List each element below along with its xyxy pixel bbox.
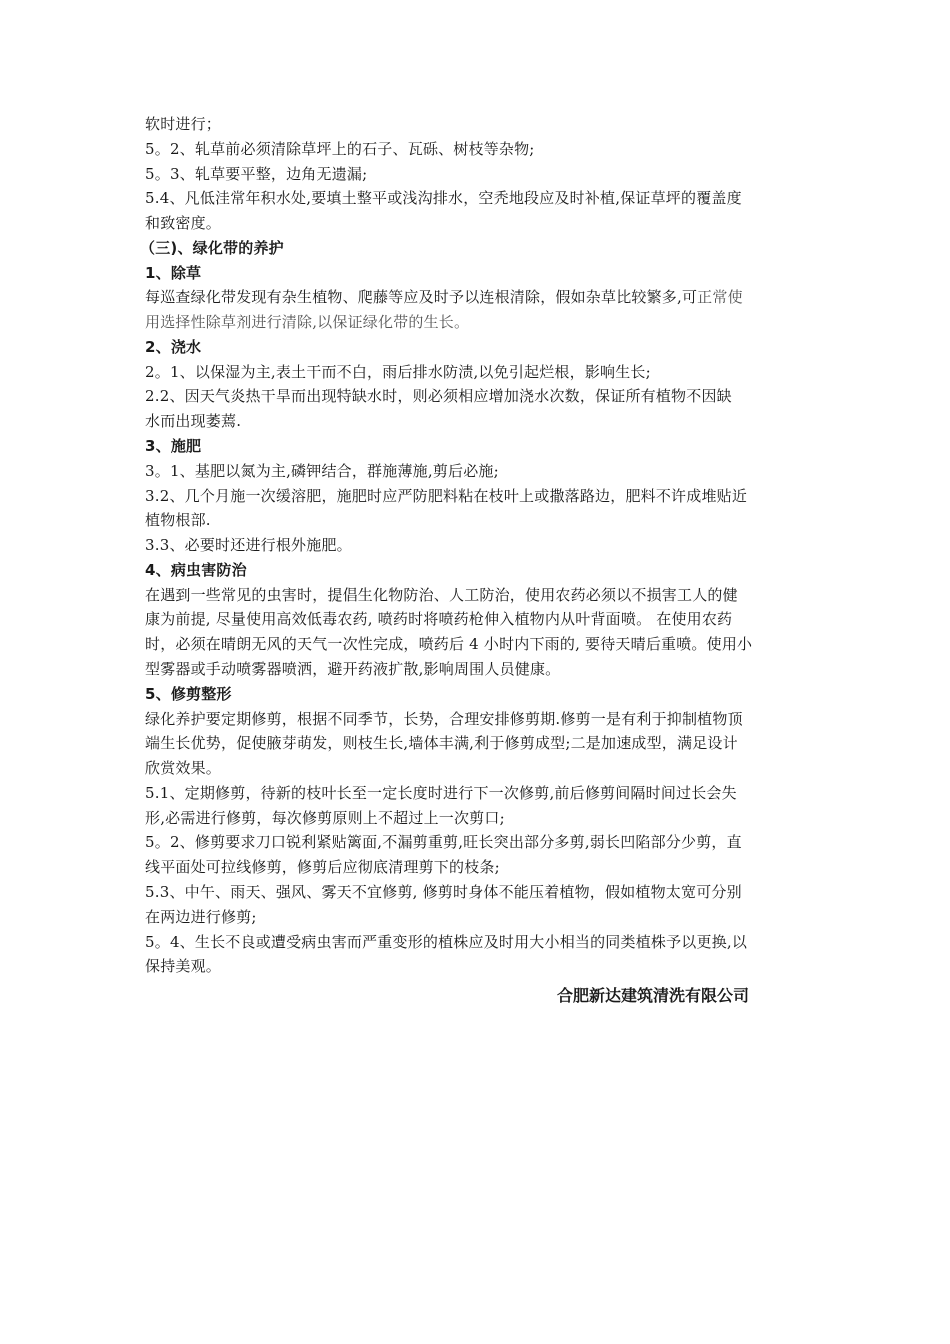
section-heading: （三)、绿化带的养护: [140, 239, 284, 257]
text-line: 5.1、定期修剪，待新的枝叶长至一定长度时进行下一次修剪,前后修剪间隔时间过长会失: [145, 784, 737, 802]
subsection-heading: 3、施肥: [145, 437, 202, 455]
text-line: 2。1、以保湿为主,表土干而不白，雨后排水防渍,以免引起烂根，影响生长;: [145, 363, 651, 381]
text-line: 用选择性除草剂进行清除,以保证绿化带的生长。: [145, 313, 470, 331]
text-line: 植物根部.: [145, 511, 211, 529]
text-line: 在遇到一些常见的虫害时，提倡生化物防治、人工防治，使用农药必须以不损害工人的健: [145, 586, 738, 604]
text-line: 3。1、基肥以氮为主,磷钾结合，群施薄施,剪后必施;: [145, 462, 499, 480]
text-line: 在两边进行修剪;: [145, 908, 257, 926]
subsection-heading: 2、浇水: [145, 338, 202, 356]
text-line: 软时进行；: [145, 115, 222, 133]
text-line: 型雾器或手动喷雾器喷洒，避开药液扩散,影响周围人员健康。: [145, 660, 561, 678]
text-line: 康为前提, 尽量使用高效低毒农药, 喷药时将喷药枪伸入植物内从叶背面喷。 在使用农药: [145, 610, 733, 628]
text-line: 和致密度。: [145, 214, 222, 232]
text-line: 保持美观。: [145, 957, 222, 975]
text-line: 5。2、轧草前必须清除草坪上的石子、瓦砾、树枝等杂物;: [145, 140, 535, 158]
text-line: 5。2、修剪要求刀口锐利紧贴篱面,不漏剪重剪,旺长突出部分多剪,弱长凹陷部分少剪，直: [145, 833, 742, 851]
text-line: 2.2、因天气炎热干旱而出现特缺水时，则必须相应增加浇水次数，保证所有植物不因缺: [145, 387, 732, 405]
subsection-heading: 5、修剪整形: [145, 685, 232, 703]
text-span: 每巡查绿化带发现有杂生植物、爬藤等应及时予以连根清除，假如杂草比较繁多,可: [145, 288, 698, 306]
company-signature: 合肥新达建筑清洗有限公司: [557, 986, 750, 1005]
text-line: 形,必需进行修剪，每次修剪原则上不超过上一次剪口;: [145, 809, 505, 827]
text-line: 线平面处可拉线修剪，修剪后应彻底清理剪下的枝条;: [145, 858, 500, 876]
text-line: 欣赏效果。: [145, 759, 222, 777]
subsection-heading: 4、病虫害防治: [145, 561, 247, 579]
text-line: 3.2、几个月施一次缓溶肥，施肥时应严防肥料粘在枝叶上或撒落路边，肥料不许成堆贴近: [145, 487, 748, 505]
text-line: 5。3、轧草要平整，边角无遗漏;: [145, 165, 368, 183]
text-line: 绿化养护要定期修剪，根据不同季节，长势，合理安排修剪期.修剪一是有利于抑制植物顶: [145, 710, 743, 728]
text-line: 端生长优势，促使腋芽萌发，则枝生长,墙体丰满,利于修剪成型;二是加速成型，满足设计: [145, 734, 738, 752]
text-line: [145, 286, 743, 308]
text-line: 时，必须在晴朗无风的天气一次性完成，喷药后 4 小时内下雨的, 要待天晴后重喷。使用小: [145, 635, 753, 653]
text-line: 5.4、凡低洼常年积水处,要填土整平或浅沟排水，空秃地段应及时补植,保证草坪的覆盖度: [145, 189, 742, 207]
text-line: 3.3、必要时还进行根外施肥。: [145, 536, 352, 554]
text-line: 5.3、中午、雨天、强风、雾天不宜修剪, 修剪时身体不能压着植物，假如植物太宽可分别: [145, 883, 742, 901]
text-line: 水而出现萎蔫.: [145, 412, 242, 430]
text-line: 5。4、生长不良或遭受病虫害而严重变形的植株应及时用大小相当的同类植株予以更换,以: [145, 933, 748, 951]
text-span: 正常使: [697, 288, 743, 306]
subsection-heading: 1、除草: [145, 264, 202, 282]
